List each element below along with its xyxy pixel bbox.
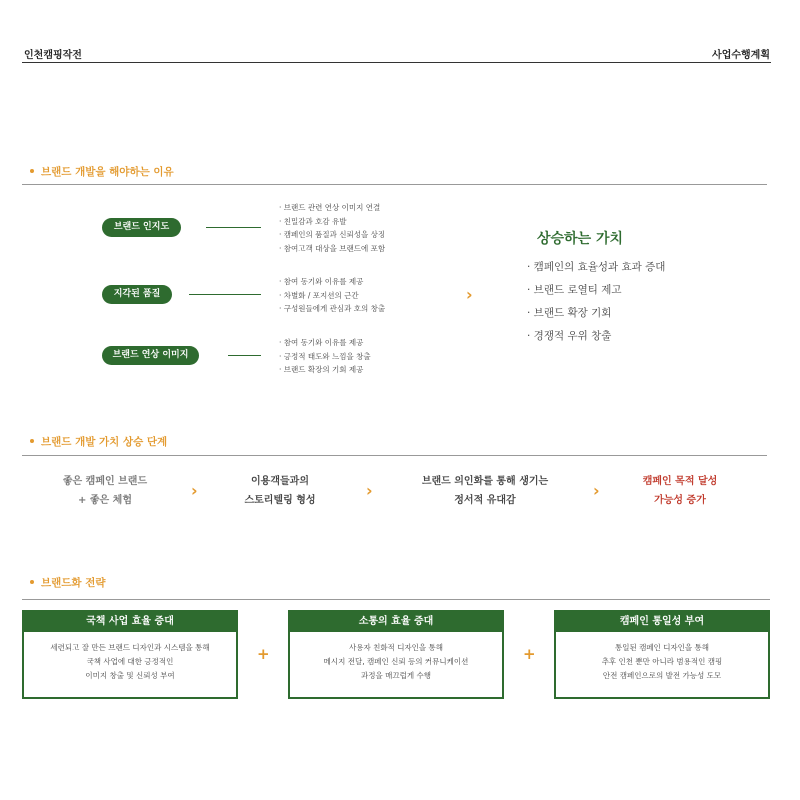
section2-title-text: 브랜드 개발 가치 상승 단계 (41, 436, 168, 448)
chevron-right-icon: › (593, 481, 600, 500)
section2-divider (22, 455, 767, 456)
section3-title (30, 575, 106, 590)
strategy-box-body (556, 632, 768, 683)
section2-title (30, 434, 167, 449)
value-item: · 브랜드 확장 기회 (527, 307, 612, 319)
reason-pill-brand-awareness: 브랜드 인지도 (102, 218, 181, 237)
header-left-title: 인천캠핑작전 (24, 50, 82, 61)
box-line: 추후 인천 뿐만 아니라 범용적인 캠핑 (601, 657, 723, 666)
bullet-item: · 긍정적 태도와 느낌을 창출 (279, 351, 371, 361)
stage-line: 이용객들과의 (251, 476, 309, 487)
plus-icon: + (523, 645, 536, 663)
chevron-right-icon: › (191, 481, 198, 500)
strategy-box-title: 국책 사업 효율 증대 (24, 612, 236, 632)
box-line: 메시지 전달, 캠페인 신뢰 등의 커뮤니케이션 (323, 657, 469, 666)
value-item: · 브랜드 로열티 제고 (527, 284, 622, 296)
connector-line (189, 294, 261, 295)
bullet-item: · 참여고객 대상을 브랜드에 포함 (279, 243, 386, 253)
stage-3 (400, 472, 570, 510)
strategy-box-1 (22, 610, 238, 699)
strategy-box-body (24, 632, 236, 683)
bullet-dot-icon (30, 439, 34, 443)
stage-line: 정서적 유대감 (454, 495, 516, 506)
strategy-box-title: 캠페인 통일성 부여 (556, 612, 768, 632)
bullet-item: · 구성원들에게 관심과 호의 창출 (279, 304, 386, 313)
bullet-item: · 브랜드 관련 연상 이미지 연결 (279, 203, 381, 212)
box-line: 이미지 창출 및 신뢰성 부여 (85, 671, 175, 680)
value-item: · 경쟁적 우위 창출 (527, 330, 612, 342)
reason-bullets-1 (279, 201, 385, 255)
stage-line: + 좋은 체험 (78, 495, 132, 506)
strategy-box-body (290, 632, 502, 683)
plus-icon: + (257, 645, 270, 663)
stage-1 (40, 472, 170, 510)
chevron-right-icon: › (366, 481, 373, 500)
box-line: 통일된 캠페인 디자인을 통해 (614, 643, 710, 652)
box-line: 과정을 매끄럽게 수행 (361, 671, 431, 680)
bullet-item: · 친밀감과 호감 유발 (279, 216, 347, 226)
strategy-box-3 (554, 610, 770, 699)
stage-line: 가능성 증가 (654, 495, 706, 506)
bullet-item: · 브랜드 확장의 기회 제공 (279, 365, 364, 374)
box-line: 안전 캠페인으로의 발전 가능성 도모 (602, 671, 722, 680)
strategy-box-2 (288, 610, 504, 699)
connector-line (206, 227, 261, 228)
value-title: 상승하는 가치 (537, 231, 624, 247)
stage-line: 브랜드 의인화를 통해 생기는 (421, 476, 549, 487)
bullet-dot-icon (30, 580, 34, 584)
reason-pill-brand-image: 브랜드 연상 이미지 (102, 346, 199, 365)
stage-4 (620, 472, 740, 510)
header-right-title: 사업수행계획 (712, 50, 770, 61)
stage-line: 스토리텔링 형성 (244, 495, 316, 506)
connector-line (228, 355, 261, 356)
value-list (527, 256, 665, 348)
box-line: 사용자 친화적 디자인을 통해 (348, 643, 444, 652)
box-line: 세련되고 잘 만든 브랜드 디자인과 시스템을 통해 (50, 643, 210, 652)
value-item: · 캠페인의 효율성과 효과 증대 (527, 261, 666, 273)
reason-bullets-3 (279, 336, 371, 377)
section1-divider (22, 184, 767, 185)
reason-bullets-2 (279, 275, 385, 316)
chevron-right-icon: › (466, 285, 473, 304)
section3-title-text: 브랜드화 전략 (41, 577, 106, 589)
bullet-item: · 참여 동기와 이유를 제공 (279, 277, 364, 286)
section1-title (30, 164, 174, 179)
stage-2 (220, 472, 340, 510)
stage-line: 좋은 캠페인 브랜드 (62, 476, 148, 487)
bullet-item: · 캠페인의 품질과 신뢰성을 상징 (279, 230, 386, 239)
header-divider (22, 62, 771, 63)
section3-divider (22, 599, 770, 600)
bullet-item: · 차별화 / 포지션의 근간 (279, 290, 359, 300)
bullet-dot-icon (30, 169, 34, 173)
strategy-box-title: 소통의 효율 증대 (290, 612, 502, 632)
reason-pill-perceived-quality: 지각된 품질 (102, 285, 172, 304)
bullet-item: · 참여 동기와 이유를 제공 (279, 338, 364, 347)
box-line: 국책 사업에 대한 긍정적인 (86, 657, 174, 666)
stage-line: 캠페인 목적 달성 (642, 476, 718, 487)
section1-title-text: 브랜드 개발을 해야하는 이유 (41, 166, 174, 178)
